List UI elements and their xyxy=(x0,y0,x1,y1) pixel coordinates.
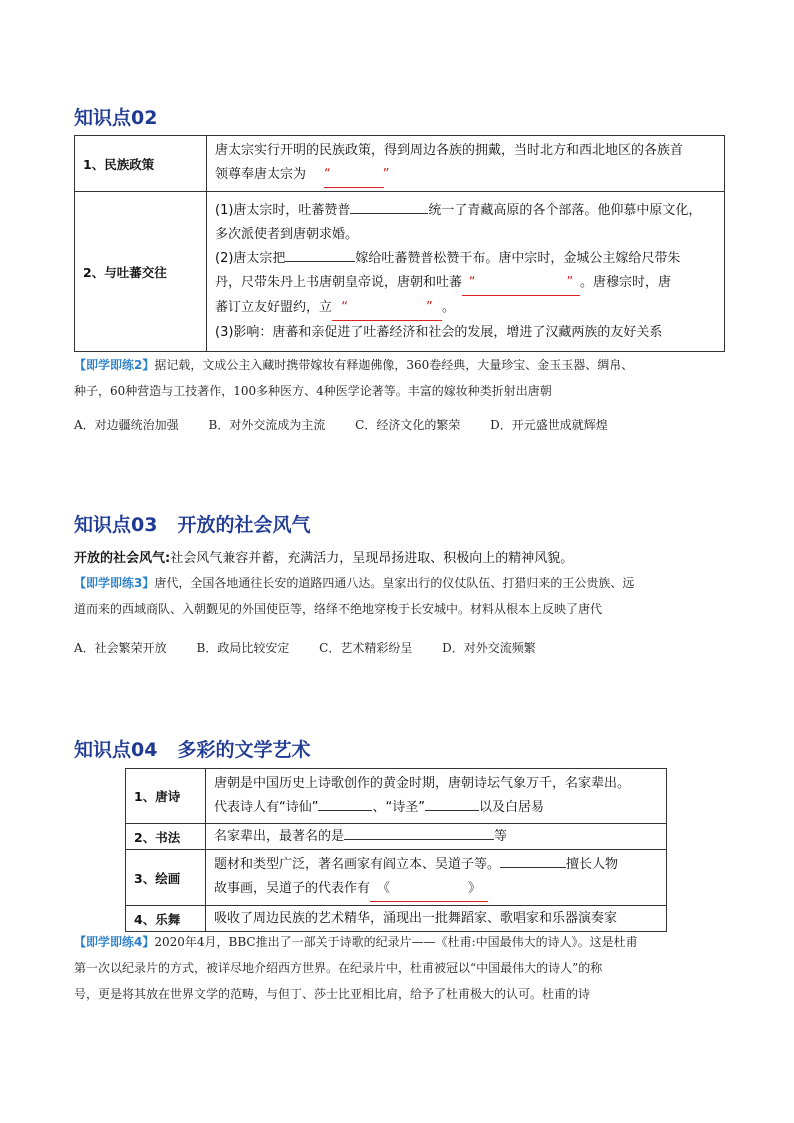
row-label: 1、民族政策 xyxy=(75,136,207,192)
table-row xyxy=(75,192,725,352)
exercise-3: 【即学即练3】唐代，全国各地通往长安的道路四通八达。皇家出行的仪仗队伍、打猎归来的王公贵族、远 道而来的西域商队、入朝觐见的外国使臣等，络绎不绝地穿梭于长安城中。材料从根本上反映了唐代 xyxy=(74,576,635,616)
row-content: (1)唐太宗时，吐蕃赞普 统一了青藏高原的各个部落。他仰慕中原文化， 多次派使者到唐朝求婚。 (2)唐太宗把 嫁给吐蕃赞普松赞干布。唐中宗时，金城公主嫁给尺带朱 丹，尺带朱丹上书唐朝皇帝说，唐朝和吐蕃 “ ” 。唐穆宗时，唐 蕃订立友好盟约，立 “ ” 。 (3)影响：唐蕃和亲促进了吐蕃经济和社会的发展，增进了汉藏两族的友好关系 xyxy=(207,192,725,352)
fill-blank[interactable]: 《 》 xyxy=(370,877,488,902)
fill-blank[interactable] xyxy=(344,839,494,840)
row-content: 吸收了周边民族的艺术精华，涌现出一批舞蹈家、歌唱家和乐器演奏家 xyxy=(206,906,667,932)
table-row xyxy=(126,824,667,850)
option-d[interactable]: D．开元盛世成就辉煌 xyxy=(490,418,608,432)
table-row xyxy=(75,136,725,192)
row-label: 2、与吐蕃交往 xyxy=(75,192,207,352)
fill-blank[interactable]: “ ” xyxy=(332,296,442,321)
row-label: 2、书法 xyxy=(126,824,206,850)
exercise-2: 【即学即练2】据记载，文成公主入藏时携带嫁妆有释迦佛像，360卷经典，大量珍宝、金玉玉器、绸帛、 种子，60种营造与工技著作，100多种医方、4种医学论著等。丰富的嫁妆种类折射出唐朝 xyxy=(74,358,634,398)
table-row xyxy=(126,850,667,906)
fill-blank[interactable] xyxy=(318,810,372,811)
exercise-tag: 【即学即练2】 xyxy=(74,358,155,372)
row-content: 题材和类型广泛，著名画家有阎立本、吴道子等。 擅长人物 故事画，吴道子的代表作有 《 》 xyxy=(206,850,667,906)
table-row xyxy=(126,769,667,824)
option-a[interactable]: A．社会繁荣开放 xyxy=(74,641,167,655)
heading-text: 知识点02 xyxy=(74,107,158,129)
row-content: 唐朝是中国历史上诗歌创作的黄金时期，唐朝诗坛气象万千，名家辈出。 代表诗人有“诗仙” 、“诗圣” 以及白居易 xyxy=(206,769,667,824)
social-atmosphere-line: 开放的社会风气:社会风气兼容并蓄，充满活力，呈现昂扬进取、积极向上的精神风貌。 xyxy=(74,551,574,566)
exercise-tag: 【即学即练4】 xyxy=(74,935,155,949)
option-b[interactable]: B．对外交流成为主流 xyxy=(208,418,326,432)
fill-blank[interactable] xyxy=(425,810,479,811)
exercise-3-options xyxy=(74,639,734,656)
knowledge-table-02 xyxy=(74,135,725,352)
exercise-2-options xyxy=(74,416,734,433)
option-c[interactable]: C．经济文化的繁荣 xyxy=(355,418,461,432)
option-d[interactable]: D．对外交流频繁 xyxy=(442,641,536,655)
row-label: 3、绘画 xyxy=(126,850,206,906)
exercise-tag: 【即学即练3】 xyxy=(74,576,155,590)
section-heading-04: 知识点04 多彩的文学艺术 xyxy=(74,739,311,761)
section-heading-03: 知识点03 开放的社会风气 xyxy=(74,514,311,536)
fill-blank[interactable]: “ ” xyxy=(324,163,384,188)
option-a[interactable]: A．对边疆统治加强 xyxy=(74,418,179,432)
row-label: 4、乐舞 xyxy=(126,906,206,932)
section-heading-02 xyxy=(74,103,157,130)
row-content: 唐太宗实行开明的民族政策，得到周边各族的拥戴，当时北方和西北地区的各族首 领尊奉唐太宗为 “ ” xyxy=(207,136,725,192)
row-content: 名家辈出，最著名的是 等 xyxy=(206,824,667,850)
row-label: 1、唐诗 xyxy=(126,769,206,824)
fill-blank[interactable]: “ ” xyxy=(462,271,580,296)
fill-blank[interactable] xyxy=(350,213,428,214)
fill-blank[interactable] xyxy=(285,261,355,262)
knowledge-table-04 xyxy=(125,768,667,932)
option-c[interactable]: C．艺术精彩纷呈 xyxy=(319,641,413,655)
option-b[interactable]: B．政局比较安定 xyxy=(196,641,290,655)
fill-blank[interactable] xyxy=(500,867,566,868)
exercise-4: 【即学即练4】2020年4月，BBC推出了一部关于诗歌的纪录片——《杜甫:中国最伟大的诗人》。这是杜甫 第一次以纪录片的方式，被详尽地介绍西方世界。在纪录片中，杜甫被冠以“中国最伟大的诗人”的称 号，更是将其放在世界文学的范畴，与但丁、莎士比亚相比肩，给予了杜甫极大的认可。杜甫的诗 xyxy=(74,935,638,1001)
table-row xyxy=(126,906,667,932)
